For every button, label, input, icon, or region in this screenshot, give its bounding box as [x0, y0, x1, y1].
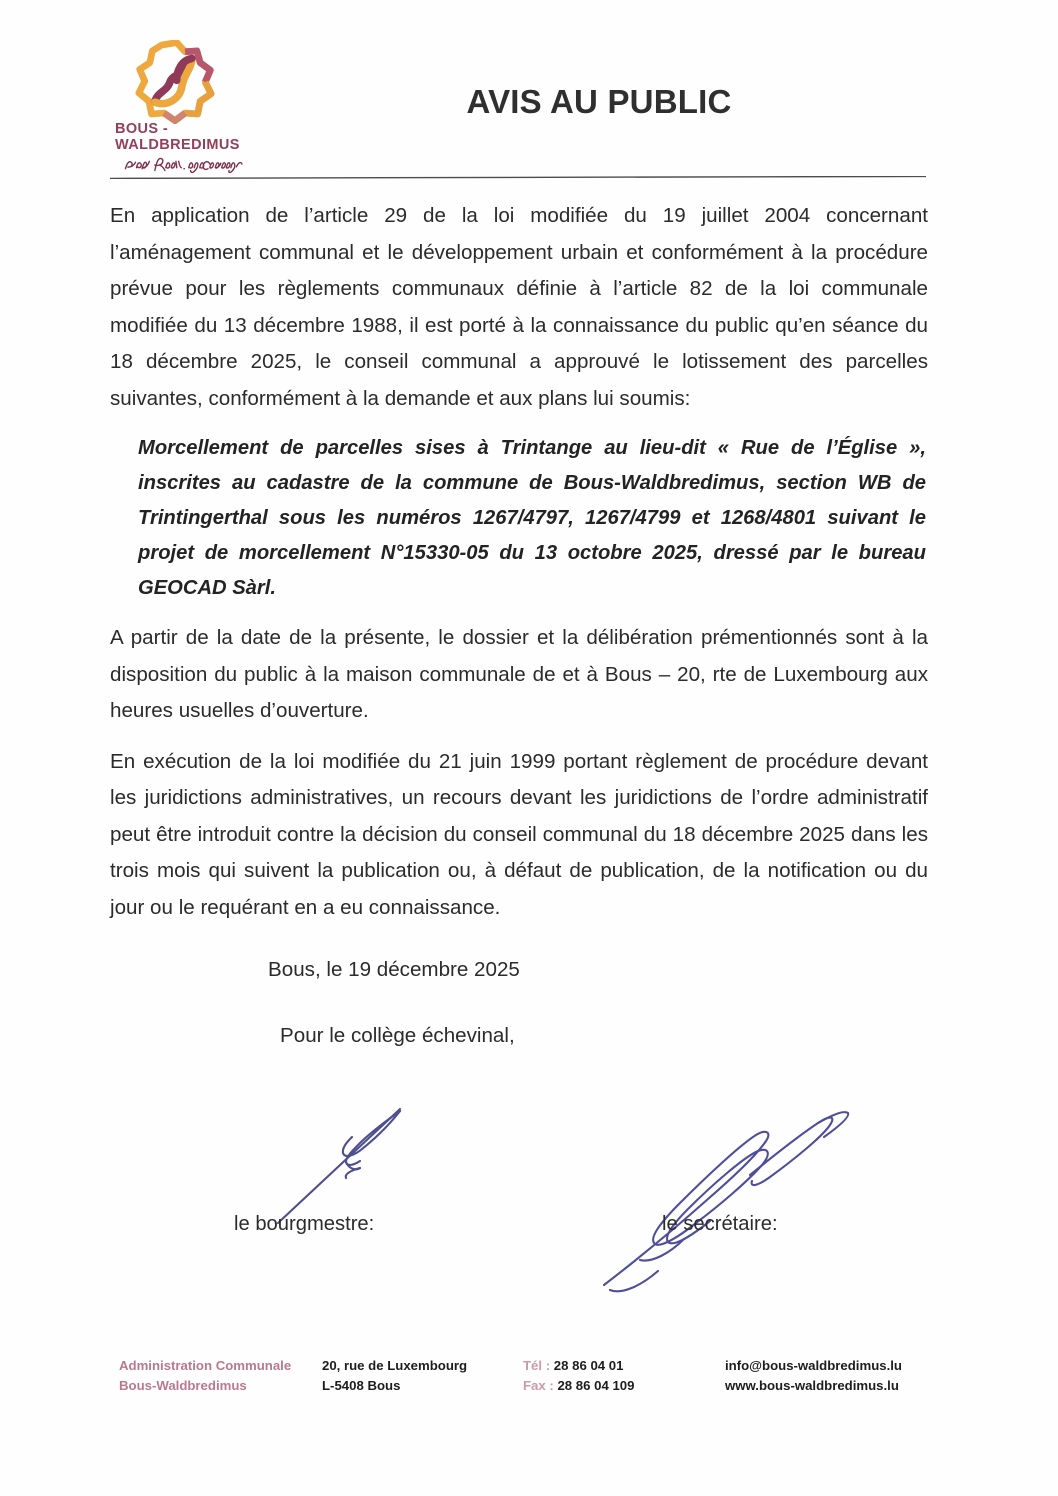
place-and-date: Bous, le 19 décembre 2025	[268, 958, 520, 981]
footer-address-line-1: 20, rue de Luxembourg	[322, 1358, 468, 1373]
salutation: Pour le collège échevinal,	[280, 1024, 515, 1047]
signature-label-mayor: le bourgmestre:	[234, 1213, 375, 1235]
footer-phone-row	[523, 1356, 634, 1376]
footer-fax-value: 28 86 04 109	[557, 1377, 635, 1393]
logo-name-line-1: BOUS -	[115, 121, 169, 137]
logo-municipality-name	[115, 122, 240, 153]
footer-fax-row	[523, 1376, 634, 1396]
paragraph-appeal-procedure: En exécution de la loi modifiée du 21 juin 1999 portant règlement de procédure devant les juridictions administratives, un recours devant les juridictions de l’ordre administratif peut être introduit contre la décision du conseil communal du 18 décembre 2025 dans les trois mois qui suivent la publication ou, à défaut de publication, de la notification ou du jour ou le requérant en a eu connaissance.	[110, 749, 928, 919]
footer-fax-label: Fax :	[523, 1377, 554, 1393]
footer-address	[322, 1356, 467, 1395]
signature-block-secretary	[580, 1085, 920, 1295]
footer-website[interactable]: www.bous-waldbredimus.lu	[725, 1377, 899, 1393]
closing-block	[0, 958, 1058, 1048]
footer-org-line-1: Administration Communale	[119, 1358, 292, 1373]
header-divider	[110, 166, 926, 169]
logo-tagline	[116, 154, 256, 176]
signature-block-mayor	[200, 1085, 500, 1295]
footer-phone-value: 28 86 04 01	[553, 1358, 624, 1373]
footer-contact-numbers	[523, 1356, 634, 1395]
footer-email[interactable]: info@bous-waldbredimus.lu	[725, 1358, 902, 1373]
signature-ink-secretary	[580, 1085, 920, 1305]
paragraph-file-availability: A partir de la date de la présente, le dossier et la délibération prémentionnés sont à la disposition du public à la maison communale de et à Bous – 20, rte de Luxembourg aux heures usuelles d’ouverture.	[110, 626, 928, 722]
footer-online-contacts	[725, 1356, 902, 1395]
footer-address-line-2: L-5408 Bous	[322, 1377, 401, 1393]
page-title: AVIS AU PUBLIC	[466, 83, 732, 120]
paragraph-intro: En application de l’article 29 de la loi modifiée du 19 juillet 2004 concernant l’aménagement communal et le développement urbain et conformément à la procédure prévue pour les règlements communaux définie à l’article 82 de la loi communale modifiée du 13 décembre 1988, il est porté à la connaissance du public qu’en séance du 18 décembre 2025, le conseil communal a approuvé le lotissement des parcelles suivantes, conformément à la demande et aux plans lui soumis:	[110, 204, 928, 410]
signature-label-secretary: le secrétaire:	[662, 1213, 778, 1235]
footer-org-line-2: Bous-Waldbredimus	[119, 1377, 247, 1393]
paragraph-parcel-description: Morcellement de parcelles sises à Trintange au lieu-dit « Rue de l’Église », inscrites au cadastre de la commune de Bous-Waldbredimus, section WB de Trintingerthal sous les numéros 1267/4797, 1267/4799 et 1268/4801 suivant le projet de morcellement N°15330-05 du 13 octobre 2025, dressé par le bureau GEOCAD Sàrl.	[138, 437, 926, 599]
signature-area	[0, 1085, 1058, 1315]
logo-name-line-2: WALDBREDIMUS	[115, 136, 240, 153]
footer-phone-label: Tél :	[523, 1358, 551, 1373]
document-footer	[0, 1352, 1058, 1422]
footer-organisation	[119, 1356, 291, 1395]
document-header	[0, 0, 1058, 178]
document-body	[110, 198, 928, 926]
